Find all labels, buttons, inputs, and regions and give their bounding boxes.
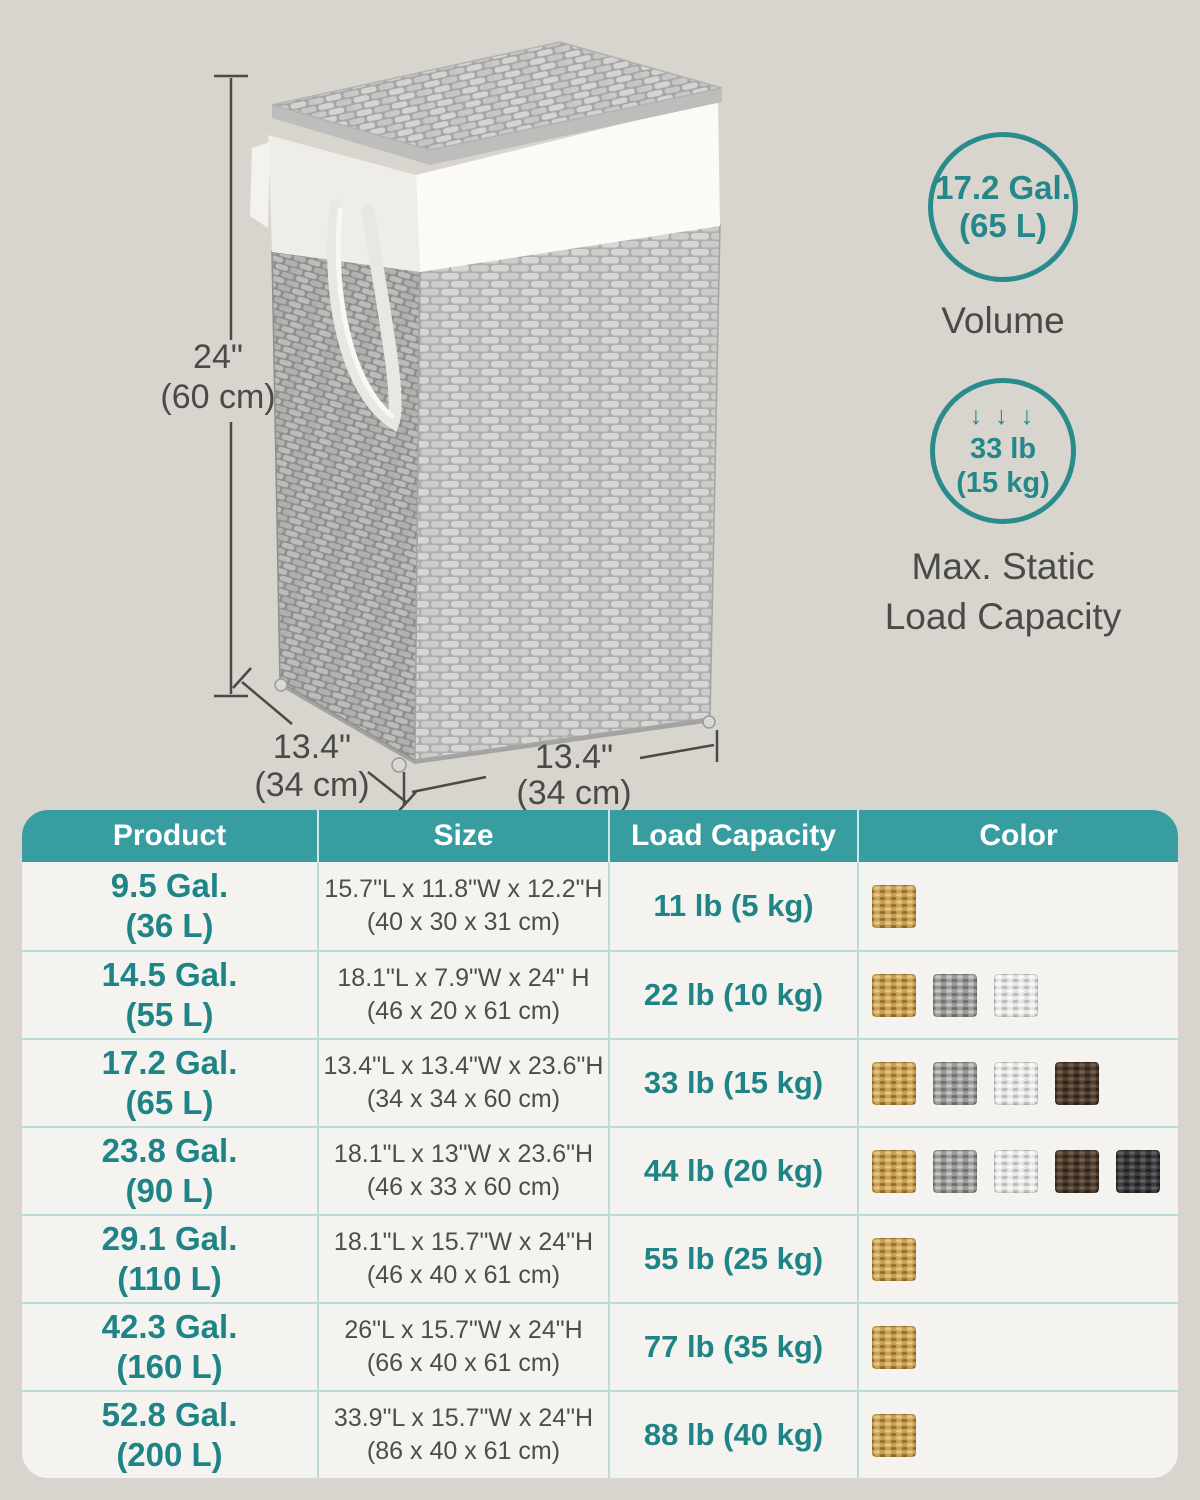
depth-label-cm: (34 cm) — [254, 766, 370, 804]
volume-value-metric: (65 L) — [958, 207, 1047, 244]
product-gallons: 17.2 Gal. — [101, 1043, 238, 1081]
table-row — [22, 1038, 1178, 1126]
size-cm: (46 x 33 x 60 cm) — [366, 1173, 561, 1201]
product-gallons: 42.3 Gal. — [101, 1307, 238, 1345]
product-cell — [22, 862, 317, 950]
header-load-capacity: Load Capacity — [608, 810, 857, 862]
color-swatch-camel — [872, 1150, 916, 1193]
size-inches: 18.1"L x 15.7"W x 24"H — [333, 1228, 594, 1256]
load-capacity-value: 88 lb (40 kg) — [643, 1417, 824, 1452]
load-capacity-value: 33 lb (15 kg) — [643, 1065, 824, 1100]
color-cell — [857, 862, 1178, 950]
load-capacity-value: 44 lb (20 kg) — [643, 1153, 824, 1188]
product-gallons: 29.1 Gal. — [101, 1219, 238, 1257]
color-swatch-gray — [933, 1062, 977, 1105]
color-cell — [857, 1304, 1178, 1390]
product-gallons: 23.8 Gal. — [101, 1131, 238, 1169]
size-cell — [317, 862, 608, 950]
volume-badge — [928, 132, 1078, 282]
table-row — [22, 1214, 1178, 1302]
color-swatch-brown — [1055, 1150, 1099, 1193]
load-capacity-cell — [608, 952, 857, 1038]
load-capacity-value: 55 lb (25 kg) — [643, 1241, 824, 1276]
header-size: Size — [317, 810, 608, 862]
size-cell — [317, 952, 608, 1038]
load-capacity-cell — [608, 1392, 857, 1478]
swatch-list — [872, 974, 1038, 1017]
load-value: 33 lb — [969, 432, 1037, 465]
size-inches: 18.1"L x 7.9"W x 24" H — [337, 964, 590, 992]
color-swatch-camel — [872, 1062, 916, 1105]
load-value-metric: (15 kg) — [956, 466, 1050, 499]
height-label-cm: (60 cm) — [160, 378, 276, 416]
size-cm: (40 x 30 x 31 cm) — [366, 908, 561, 936]
product-cell — [22, 1304, 317, 1390]
load-capacity-cell — [608, 1304, 857, 1390]
product-liters: (200 L) — [116, 1436, 223, 1473]
table-row — [22, 950, 1178, 1038]
spec-table-header — [22, 810, 1178, 862]
size-cm: (86 x 40 x 61 cm) — [366, 1437, 561, 1465]
depth-tick-end — [398, 792, 416, 810]
color-cell — [857, 1216, 1178, 1302]
volume-caption: Volume — [941, 300, 1065, 341]
color-swatch-camel — [872, 974, 916, 1017]
depth-tick-start — [233, 668, 251, 688]
size-inches: 18.1"L x 13"W x 23.6"H — [333, 1140, 594, 1168]
color-swatch-camel — [872, 1326, 916, 1369]
width-label-inches: 13.4" — [534, 738, 614, 776]
header-color: Color — [857, 810, 1178, 862]
spec-table — [22, 810, 1178, 1478]
depth-label-inches: 13.4" — [272, 728, 352, 766]
load-capacity-cell — [608, 1040, 857, 1126]
load-capacity-cell — [608, 862, 857, 950]
color-cell — [857, 1128, 1178, 1214]
product-liters: (36 L) — [125, 907, 214, 944]
size-inches: 26"L x 15.7"W x 24"H — [344, 1316, 583, 1344]
table-row — [22, 1390, 1178, 1478]
header-product: Product — [112, 819, 227, 852]
size-cell — [317, 1304, 608, 1390]
color-swatch-gray — [933, 974, 977, 1017]
size-cell — [317, 1040, 608, 1126]
size-cm: (66 x 40 x 61 cm) — [366, 1349, 561, 1377]
color-swatch-camel — [872, 885, 916, 928]
swatch-list — [872, 1414, 916, 1457]
foot — [703, 716, 715, 728]
product-liters: (110 L) — [117, 1260, 222, 1297]
foot — [392, 758, 406, 772]
size-cell — [317, 1392, 608, 1478]
hamper-front-face — [415, 225, 720, 760]
table-row — [22, 862, 1178, 950]
size-cm: (46 x 20 x 61 cm) — [366, 997, 561, 1025]
width-line-right — [640, 745, 714, 758]
size-cm: (34 x 34 x 60 cm) — [366, 1085, 561, 1113]
table-row — [22, 1126, 1178, 1214]
color-swatch-white — [994, 974, 1038, 1017]
size-cell — [317, 1128, 608, 1214]
liner-left — [268, 135, 420, 272]
product-cell — [22, 1128, 317, 1214]
size-inches: 13.4"L x 13.4"W x 23.6"H — [323, 1052, 604, 1080]
load-capacity-caption — [853, 542, 1153, 642]
color-swatch-white — [994, 1150, 1038, 1193]
width-line-left — [412, 777, 486, 792]
height-label-inches: 24" — [193, 338, 243, 376]
product-liters: (90 L) — [125, 1172, 214, 1209]
load-caption-line1: Max. Static — [911, 546, 1095, 587]
foot — [275, 679, 287, 691]
product-gallons: 52.8 Gal. — [101, 1395, 238, 1433]
swatch-list — [872, 885, 916, 928]
load-capacity-cell — [608, 1216, 857, 1302]
product-cell — [22, 1040, 317, 1126]
product-liters: (65 L) — [125, 1084, 214, 1121]
color-cell — [857, 1040, 1178, 1126]
size-inches: 15.7"L x 11.8"W x 12.2"H — [324, 875, 603, 903]
swatch-list — [872, 1150, 1160, 1193]
width-label-cm: (34 cm) — [516, 774, 632, 810]
load-caption-line2: Load Capacity — [884, 595, 1122, 637]
swatch-list — [872, 1062, 1099, 1105]
load-capacity-value: 22 lb (10 kg) — [643, 977, 824, 1012]
product-gallons: 9.5 Gal. — [110, 866, 229, 904]
load-capacity-badge — [930, 378, 1076, 524]
color-swatch-camel — [872, 1238, 916, 1281]
color-swatch-gray — [933, 1150, 977, 1193]
product-cell — [22, 952, 317, 1038]
product-liters: (55 L) — [125, 996, 214, 1033]
size-inches: 33.9"L x 15.7"W x 24"H — [333, 1404, 594, 1432]
color-swatch-brown — [1055, 1062, 1099, 1105]
down-arrows-icon: ↓ ↓ ↓ — [969, 401, 1037, 430]
volume-value: 17.2 Gal. — [935, 168, 1071, 206]
liner-corner-tab — [250, 142, 270, 228]
spec-table-body — [22, 862, 1178, 1478]
size-cell — [317, 1216, 608, 1302]
load-capacity-cell — [608, 1128, 857, 1214]
color-swatch-camel — [872, 1414, 916, 1457]
color-cell — [857, 952, 1178, 1038]
size-cm: (46 x 40 x 61 cm) — [366, 1261, 561, 1289]
swatch-list — [872, 1326, 916, 1369]
table-row — [22, 1302, 1178, 1390]
color-swatch-white — [994, 1062, 1038, 1105]
product-gallons: 14.5 Gal. — [101, 955, 238, 993]
depth-line-lower — [368, 772, 406, 802]
product-cell — [22, 1392, 317, 1478]
product-cell — [22, 1216, 317, 1302]
swatch-list — [872, 1238, 916, 1281]
color-cell — [857, 1392, 1178, 1478]
hamper-illustration — [0, 0, 800, 810]
load-capacity-value: 77 lb (35 kg) — [643, 1329, 824, 1364]
laundry-hamper — [250, 42, 722, 772]
load-capacity-value: 11 lb (5 kg) — [653, 888, 814, 923]
color-swatch-black — [1116, 1150, 1160, 1193]
product-liters: (160 L) — [116, 1348, 223, 1385]
